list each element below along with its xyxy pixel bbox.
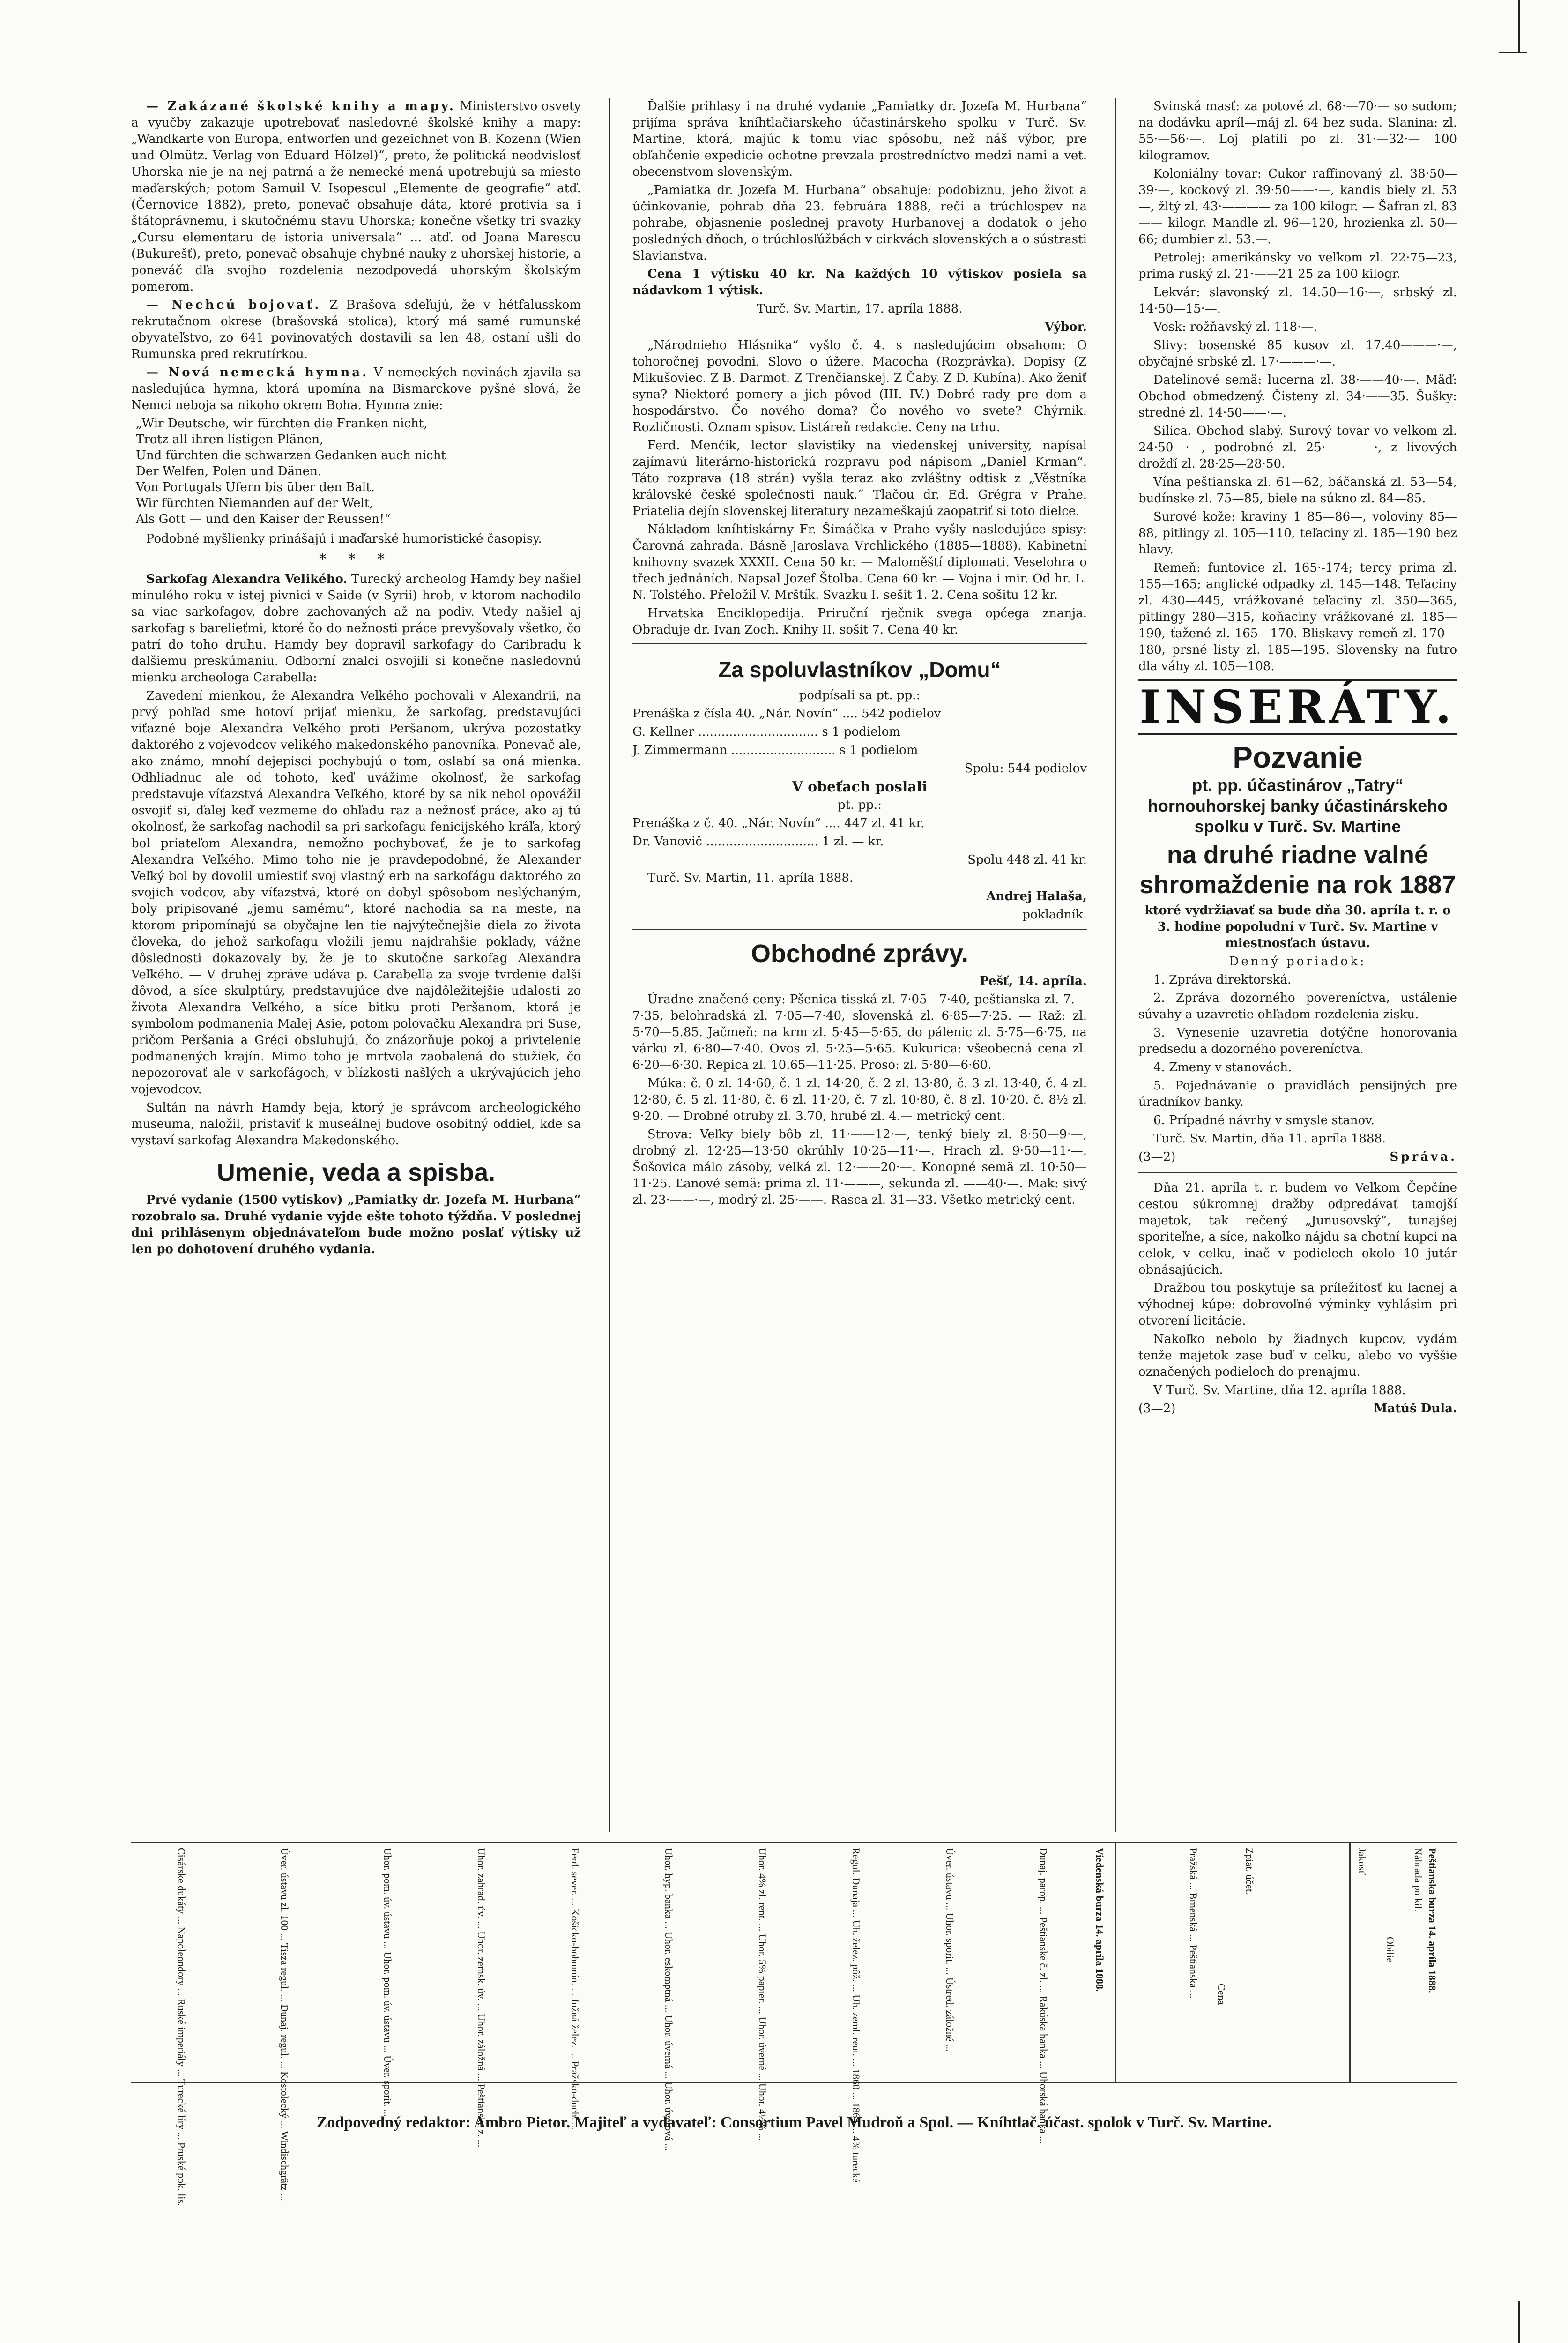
table-column: Ferd. sever. ... Košicko-bohumín. ... Južná želez. ... Pražsko-duch. ... [569, 1848, 581, 2130]
section-stars: * * * [319, 550, 394, 568]
agenda-item: 3. Vynesenie uzavretia dotýčne honorovania predsedu a dozorného povereníctva. [1138, 1026, 1457, 1056]
table-column: Úver. ústavu ... Uhor. sporit. ... Ústred. záložné ... [944, 1848, 956, 2052]
article-hymn: — Nová nemecká hymna. V nemeckých novinách zjavila sa nasledujúca hymna, ktorá upomína na Bismarckove pyšné slová, že Nemci neboja sa nikoho okrem Boha. Hymna znie: [131, 366, 581, 412]
wax-prices: Vosk: rožňavský zl. 118·—. [1153, 320, 1317, 334]
auction-place: V Turč. Sv. Martine, dňa 12. apríla 1888. [1153, 1383, 1406, 1397]
agenda-item: 6. Prípadné návrhy v smysle stanov. [1153, 1113, 1375, 1127]
mencik-notice: Ferd. Menčík, lector slavistiky na viedenskej university, napísal zajímavú literárno-historickú rozpravu pod nápisom „Daniel Krman“. Táto rozprava (18 strán) vyšla teraz ako zvláštny odtisk z „Věstníka královské české společnosti nauk.“ Tlačou dr. Ed. Grégra v Prahe. Priatelia dejín slovenskej literatury nezameškajú zaopatriť si toto dielce. [632, 439, 1087, 518]
poem-comment: Podobné myšlienky prinášajú i maďarské humoristické časopisy. [146, 532, 542, 546]
imprint-footer: Zodpovedný redaktor: Ambro Pietor. Majiteľ a vydavateľ: Consortium Pavel Mudroň a Spol. — Kníhtlač. účast. spolok v Turč. Sv. Martine. [316, 2114, 1272, 2131]
column-2 [632, 98, 1087, 1210]
table-header: Cena [1216, 1984, 1227, 2005]
petroleum-prices: Petrolej: amerikánsky vo veľkom zl. 22·75—23, prima ruský zl. 21·——21 25 za 100 kilogr. [1138, 251, 1457, 281]
column-3 [1138, 98, 1457, 1419]
table-header: Obilie [1384, 1937, 1396, 1962]
agenda-item: 5. Pojednávanie o pravidlách pensijných pre úradníkov banky. [1138, 1079, 1457, 1109]
plum-prices: Slivy: bosenské 85 kusov zl. 17.40———·—, obyčajné srbské zl. 17·———·—. [1138, 338, 1457, 369]
seed-prices: Datelinové semä: lucerna zl. 38·——40·—. Mäď: Obchod obmedzený. Čisteny zl. 34·——35. Šušky: stredné zl. 14·50——·—. [1138, 373, 1457, 420]
table-divider [1349, 1843, 1351, 2082]
obet-role: pokladník. [1022, 908, 1087, 922]
article-sarcophagus: Sarkofag Alexandra Velikého. Turecký archeolog Hamdy bey našiel minulého roku v istej pivnici v Saide (v Syrii) hrob, v ktorom nachodilo sa viac sarkofagov, dobre zachovaných až na podiv. Vtedy našiel aj sarkofag s barelieťmi, ktoré čo do nežnosti práce prevyšovaly všetko, čo patrí do toho druhu. Hamdy bey dopravil sarkofagy do Caribradu k dalšiemu preskúmaniu. Odborní znalci osvojili si konečne nasledovnú mienku archeologa Carabella: [131, 572, 581, 685]
table-column: Dunaj. parop. ... Peštianske č. zl. ... Rakúska banka ... Uhorská banka ... [1038, 1848, 1049, 2144]
table-column: Uhor. 4% zl. rent. ... Uhor. 5% papier. ... Uhor. úverné ... Uhor. 4½% ... [757, 1848, 768, 2141]
hymn-poem: „Wir Deutsche, wir fürchten die Franken nicht, Trotz all ihren listigen Plänen, Und fürchten die schwarzen Gedanken auch nicht Der Welfen, Polen und Dänen. Von Portugals Ufern bis über den Balt. Wir fürchten Niemanden auf der Welt, Als Gott — und den Kaiser der Reussen!“ [136, 417, 446, 526]
hlasnik-notice: „Národnieho Hlásnika“ vyšlo č. 4. s nasledujúcim obsahom: O tohoročnej povodni. Slovo o úžere. Macocha (Rozprávka). Dopisy (Z Mikušoviec. Z B. Darmot. Z Trenčianskej. Z Čaby. Z D. Kubína). Ako ženiť syna? Niektoré pomery a jich pôvod (III. IV.) Dobré rady pre dom a hospodárstvo. Čo nového doma? Čo nového vo svete? Chýrnik. Rozličnosti. Oznam spisov. Listáreň redakcie. Ceny na trhu. [632, 338, 1087, 434]
table-divider [1115, 1843, 1116, 2082]
invitation-footer: (3—2) Správa. [1138, 1150, 1457, 1164]
table-column: Regul. Dunaja ... Uh. želez. pôž. ... Uh. zeml. reut. ... 1860 ... 1864 ... 4% turecké [850, 1848, 862, 2183]
agenda-title: Denný poriadok: [1229, 955, 1367, 969]
auction-footer: (3—2) Matúš Dula. [1138, 1402, 1457, 1416]
hurban-sign: Výbor. [1044, 320, 1087, 334]
article-no-fight: — Nechcú bojovať. Z Brašova sdeľujú, že v hétfalusskom rekrutačnom okrese (brašovská stolica), ktorý má samé rumunské obyvateľstvo, zo 641 povinovatých dostavili sa len 48, ostaní ušli do Rumunska pred rekrutírkou. [131, 298, 581, 361]
table-column: Uhor. zahrad. úv. ... Uhor. zemsk. úv. ... Uhor. záložná ... Peštianske z. ... [476, 1848, 487, 2148]
agenda-item: 1. Zpráva direktorská. [1153, 973, 1292, 987]
table-column: Pražská ... Brnenská ... Peštianska ... [1188, 1848, 1199, 1999]
invitation-subtitle: pt. pp. účastinárov „Tatry“ hornouhorskej banky účastinárskeho spolku v Turč. Sv. Martine [1147, 776, 1448, 836]
hide-prices: Surové kože: kraviny 1 85—86—, voloviny 85—88, pitlingy zl. 105—110, teľaciny zl. 185—190 bez hlavy. [1138, 510, 1457, 557]
invitation-meeting: na druhé riadne valné shromaždenie na rok 1887 [1139, 841, 1456, 899]
leather-prices: Remeň: funtovice zl. 165·-174; tercy prima zl. 155—165; anglické odpadky zl. 145—148. Teľaciny zl. 430—445, vrážkované teľaciny zl. 350—365, pitlingy 280—315, koňaciny vrážkované zl. 185—190, ťažené zl. 165—170. Bliskavy remeň zl. 170—180, prsné listy zl. 185—195. Slovensky na futro dla váhy zl. 105—108. [1138, 561, 1457, 673]
domu-line: J. Zimmermann ........................... s 1 podielom [632, 743, 918, 757]
section-title-trade: Obchodné zprávy. [751, 940, 969, 968]
simacek-notice: Nákladom kníhtiskárny Fr. Šimáčka v Prahe vyšly nasledujúce spisy: Čarovná zahrada. Básně Jaroslava Vrchlického (1885—1888). Kabinetní knihovny svazek XXXII. Cena 50 kr. — Maloměští diplomati. Veselohra o třech jednáních. Napsal Jozef Štolba. Cena 60 kr. — Vojna i mir. Od hr. L. N. Tolstého. Přeložil V. Mrštík. Svazku I. sešit 1. 2. Cena sošitu 12 kr. [632, 522, 1087, 602]
spirit-prices: Silica. Obchod slabý. Surový tovar vo velkom zl. 24·50—·—, podrobné zl. 25·————·, z livových drožďí zl. 28·25—28·50. [1138, 424, 1457, 471]
domu-box [632, 643, 1087, 930]
trade-place: Pešť, 14. apríla. [980, 974, 1087, 988]
auction-text-3: Nakoľko nebolo by žiadnych kupcov, vydám tenže majetok zase buď v celku, alebo vo vyššie označených podieloch do prenajmu. [1138, 1332, 1457, 1379]
domu-subtitle: podpísali sa pt. pp.: [799, 688, 921, 702]
invitation-place: Turč. Sv. Martin, dňa 11. apríla 1888. [1153, 1132, 1386, 1146]
ad-divider [1138, 1172, 1457, 1173]
corner-tick [1518, 2301, 1520, 2343]
article-school-books: — Zakázané školské knihy a mapy. Ministerstvo osvety a vyučby zakazuje upotrebovať nasledovné školské knihy a mapy: „Wandkarte von Europa, entworfen und gezeichnet von B. Kozenn (Wien und Olmütz. Verlag von Eduard Hölzel)“, preto, že politická neodvislosť Uhorska nie je na nej patrná a že nemecké mená upotrebujú sa miesto maďarských; potom Samuil V. Isopescul „Elemente de geografie“ atď. (Černovice 1882), preto, ponevač obsahuje dáta, ktoré protivia sa i štátoprávnemu, i skutočnému stavu Uhorska; konečne všetky tri svazky „Cursu elementaru de istoria universala“ ... atď. od Joana Marescu (Bukurešť), preto, ponevač obsahuje chybné nauky z uhorskej historie, a poneváč dľa svojho rozdelenia nezodpovedá uhorským školským pomerom. [131, 99, 581, 294]
lard-prices: Svinská masť: za potové zl. 68·—70·— so sudom; na dodávku apríl—máj zl. 64 bez suda. Slanina: zl. 55·—56·—. Loj platili po zl. 31·—32·— 100 kilogramov. [1138, 99, 1457, 163]
invitation-title: Pozvanie [1233, 740, 1363, 774]
hurban-contents: „Pamiatka dr. Jozefa M. Hurbana“ obsahuje: podobiznu, jeho život a účinkovanie, pohrab dňa 23. februára 1888, reči a trúchlospev na pohrabe, objasnenie poslednej pravoty Hurbanovej a dodatok o jeho posledných dňoch, o trúchlosľúžbách v cirkvách slovenských a o sústrasti Slavianstva. [632, 183, 1087, 263]
obet-sign: Andrej Halaša, [986, 889, 1087, 903]
auction-text-2: Dražbou tou poskytuje sa príležitosť ku lacnej a výhodnej kúpe: dobrovoľné výminky vyhlásim pri otvorení licitácie. [1138, 1281, 1457, 1328]
corner-tick [1499, 52, 1527, 53]
table-column: Úver. ústavu zl. 100 ... Tisza regul. ... Dunaj. regul. ... Kostolecký ... Windischgrätz ... [279, 1848, 290, 2201]
jam-prices: Lekvár: slavonský zl. 14.50—16·—, srbský zl. 14·50—15·—. [1138, 285, 1457, 316]
domu-line: Prenáška z čísla 40. „Nár. Novín“ .... 542 podielov [632, 707, 941, 721]
table-column: Uhor. hyp. banka ... Uhor. eskomptná ... Uhor. úverná ... Uhor. úvérová ... [663, 1848, 675, 2151]
hurban-orders: Ďalšie prihlasy i na druhé vydanie „Pamiatky dr. Jozefa M. Hurbana“ prijíma správa kníhtlačiarskeho účastinárskeho spolku v Turč. Sv. Martine, ktorá, majúc k tomu viac spôsobu, než náš výbor, pre obľahčenie expedicie ochotne prevzala prostredníctvo medzi nami a vet. obecenstvom slovenským. [632, 99, 1087, 179]
table-column: Peštianska burza 14. apríla 1888. [1427, 1848, 1438, 1993]
wine-prices: Vína peštianska zl. 61—62, báčanská zl. 53—54, budínske zl. 75—85, biele na súkno zl. 84—85. [1138, 475, 1457, 506]
obet-line: Prenáška z č. 40. „Nár. Novín“ .... 447 zl. 41 kr. [632, 816, 925, 830]
obet-subtitle: pt. pp.: [838, 798, 882, 812]
obet-total: Spolu 448 zl. 41 kr. [967, 853, 1087, 867]
colonial-prices: Koloniálny tovar: Cukor raffinovaný zl. 38·50—39·—, kockový zl. 39·50——·—, kandis biely zl. 53—, žltý zl. 43·———— za 100 kilogr. — Šafran zl. 83—— kilogr. Mandle zl. 96—120, hrozienka zl. 50—66; dumbier zl. 53.—. [1138, 167, 1457, 246]
invitation-when: ktoré vydržiavať sa bude dňa 30. apríla t. r. o 3. hodine popoludní v Turč. Sv. Martine v miestnosťach ústavu. [1144, 903, 1451, 950]
column-rule-2 [1115, 98, 1116, 1832]
auction-text: Dňa 21. apríla t. r. budem vo Veľkom Čepčíne cestou súkromnej dražby odpredávať tamojší majetok, tak rečený „Junusovský“, tunajšej sporiteľne, a síce, nakoľko nájdu sa chotní kupci na celok, v celku, inač v podielech okolo 10 jutár obnásajúcich. [1138, 1181, 1457, 1277]
table-column: Viedenská burza 14. apríla 1888. [1094, 1848, 1106, 1992]
art-text: Prvé vydanie (1500 vytiskov) „Pamiatky dr. Jozefa M. Hurbana“ rozobralo sa. Druhé vydanie vyjde ešte tohoto týždňa. V poslednej dni prihlásenym objednávateľom bude možno poslať výtisky už len po dohotovení druhého vydania. [131, 1193, 581, 1256]
sarcophagus-text-2: Zavedení mienkou, že Alexandra Veľkého pochovali v Alexandrii, na prvý pohľad sme hotoví prijať mienku, že sarkofag, predstavujúci víťazné boje Alexandra Veľkého proti Peršanom, ukrýva pozostatky daktorého z vojevodcov velikého makedonského panovníka. Ponevač ale, ako známo, mnohí dejepisci pochybujú o tom, oslabí sa oná mienka. Odhliadnuc ale od tohoto, keď uvážime okolnosť, že sarkofag predstavuje víťazstvá Alexandra Veľkého, ktoré by sa nik nebol opovážil osvojiť si, ďalej keď vezmeme do ohľadu raz a nežnosť práce, ako aj tú okolnosť, že sarkofag nachodil sa pri sarkofagu fenicijského kráľa, ktorý bol priateľom Alexandra, nemožno pochybovať, že je to sarkofag Alexandra Veľkého. Mimo toho nie je pravdepodobné, že Alexander Veľký bol by dovolil umiestiť svoj vlastný erb na sarkofágu daktorého zo svojich vodcov, aby víťazstvá, ktoré on dobyl spôsobom neslýchaným, boly pripisované „jemu samému“, ktoré nachodia sa na meste, na ktorom pripomínajú sa obyčajne len tie najvýtečnejšie diela zo života človeka, do jehož sarkofagu vložili jemu najdrahšie poklady, vážne dôslednosti dokazovaly by, že je to skutočne sarkofag Alexandra Veľkého. — V druhej zpráve udáva p. Carabella za svoje tvrdenie další dôvod, a síce skulptúry, predstavujúce dve najdôležitejšie udalosti zo života Alexandra Veľkého, a síce bitku proti Peršanom, ktorá je symbolom podmanenia Malej Asie, potom polovačku Alexandra pri Suse, pričom Peršania a Gréci obsluhujú, čo znázorňuje pokoj a privtelenie podmanených krajín. Mimo toho je mrtvola zaobalená do stužiek, čo nepozorovať ale v sarkofágoch, v blízkosti našlých a ukrývajúcich jeho vojevodcov. [131, 689, 581, 1097]
trade-flour: Múka: č. 0 zl. 14·60, č. 1 zl. 14·20, č. 2 zl. 13·80, č. 3 zl. 13·40, č. 4 zl. 12·80, č. 5 zl. 11·80, č. 6 zl. 11·20, č. 7 zl. 10·80, č. 8 zl. 10·20. č. 8½ zl. 9·20. — Drobné otruby zl. 3.70, hrubé zl. 4.— metrický cent. [632, 1076, 1087, 1123]
newspaper-page [112, 98, 1462, 2235]
table-header: Zpiat. účet. [1244, 1848, 1256, 1895]
column-rule-1 [609, 98, 610, 1832]
inseraty-header: INSERÁTY. [1138, 679, 1457, 735]
agenda-item: 2. Zpráva dozorného povereníctva, ustálenie súvahy a uzavretie ohľadom rozdelenia zisku. [1138, 991, 1457, 1022]
obet-place: Turč. Sv. Martin, 11. apríla 1888. [647, 871, 854, 885]
trade-prices: Úradne značené ceny: Pšenica tisská zl. 7·05—7·40, peštianska zl. 7.—7·35, belohradská zl. 7·05—7·40, slovenská zl. 6·85—7·25. — Raž: zl. 5·70—5.85. Jačmeň: na krm zl. 5·45—5·65, do pálenic zl. 5·75—6·75, na várku zl. 6·80—7·40. Ovos zl. 5·25—5·65. Kukurica: všeobecná cena zl. 6·20—6·30. Repica zl. 10.65—11·25. Proso: zl. 5·80—6·60. [632, 992, 1087, 1072]
section-title-art: Umenie, veda a spisba. [216, 1158, 496, 1186]
table-column: Uhor. pom. úv. ústavu ... Uhor. pom. úv. ústavu ... Úver. sporit. ... [382, 1848, 394, 2117]
agenda-item: 4. Zmeny v stanovách. [1153, 1060, 1292, 1074]
encyclopedia-notice: Hrvatska Enciklopedija. Priruční rječnik svega općega znanja. Obraduje dr. Ivan Zoch. Knihy II. sošit 7. Cena 40 kr. [632, 606, 1087, 637]
sarcophagus-text-3: Sultán na návrh Hamdy beja, ktorý je správcom archeologického museuma, naložil, pristaviť k museálnej budove osobitný oddiel, kde sa vystaví sarkofag Alexandra Makedonského. [131, 1101, 581, 1148]
domu-line: G. Kellner ............................... s 1 podielom [632, 725, 901, 739]
domu-total: Spolu: 544 podielov [964, 761, 1087, 776]
obet-line: Dr. Vanovič ............................. 1 zl. — kr. [632, 835, 884, 849]
domu-title: Za spoluvlastníkov „Domu“ [718, 657, 1001, 682]
trade-food: Strova: Veľky biely bôb zl. 11·——12·—, tenký biely zl. 8·50—9·—, drobný zl. 12·25—13·50 okrúhly 10·25—11·—. Hrach zl. 9·50—11·—. Šošovica málo zásoby, velká zl. 12·——20·—. Konopné semä zl. 10·50—11·25. Ľanové semä: prima zl. 11·———, sekunda zl. ——40·—. Mak: sivý zl. 23·——·—, modrý zl. 25·——. Rasca zl. 31—33. Všetko metrický cent. [632, 1127, 1087, 1207]
obet-title: V obeťach poslali [792, 779, 928, 795]
hurban-price: Cena 1 výtisku 40 kr. Na každých 10 výtiskov posiela sa nádavkom 1 výtisk. [632, 267, 1087, 298]
column-1 [131, 98, 581, 1260]
table-header: Náhrada po kil. [1412, 1848, 1424, 1912]
table-column: Cisárske dukáty ... Napoleondory ... Ruské imperiály ... Turecké líry ... Pruské pok. lis. [176, 1848, 187, 2206]
hurban-place: Turč. Sv. Martin, 17. apríla 1888. [757, 302, 963, 316]
table-header: Jakosť [1356, 1848, 1368, 1875]
corner-tick [1518, 0, 1520, 52]
